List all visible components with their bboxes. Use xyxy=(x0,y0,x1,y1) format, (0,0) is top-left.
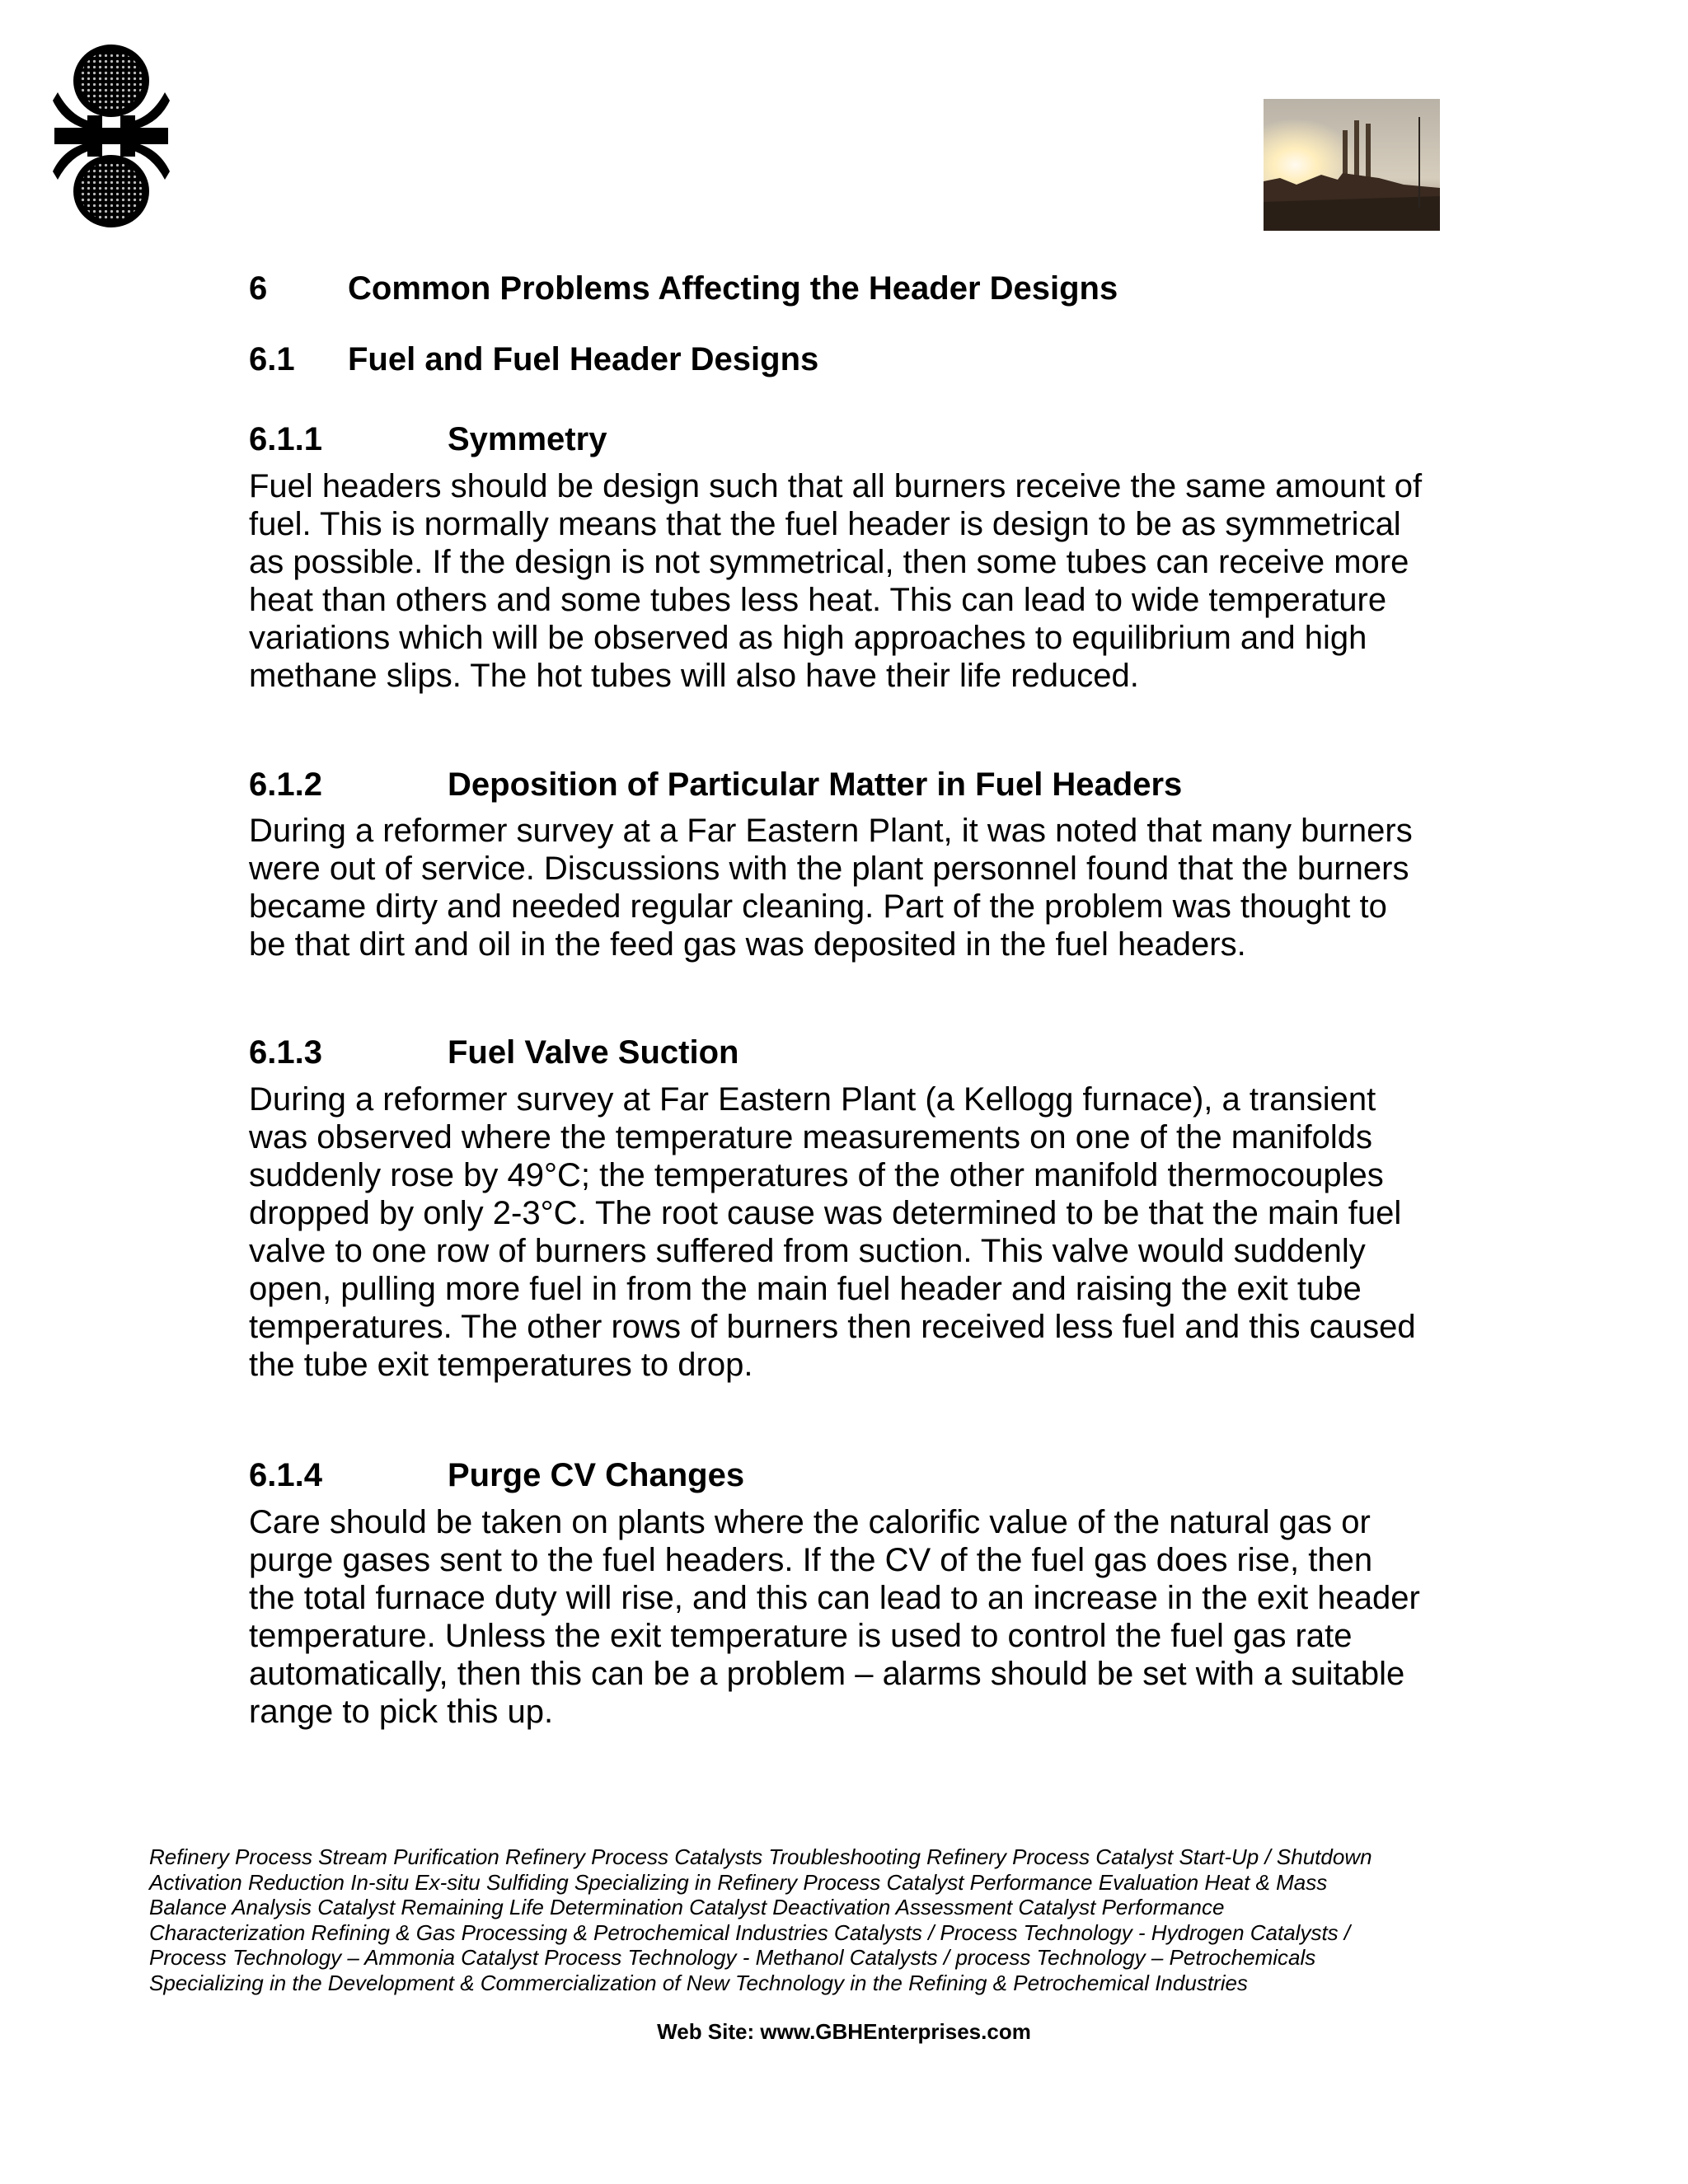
item-number: 6.1.3 xyxy=(249,1034,322,1071)
item-heading-deposition xyxy=(249,765,1182,804)
item-number: 6.1.4 xyxy=(249,1457,322,1493)
item-title: Purge CV Changes xyxy=(448,1457,745,1493)
item-body-fuel-valve-suction: During a reformer survey at Far Eastern Plant (a Kellogg furnace), a transient was observed where the temperature measurements on one of the manifolds suddenly rose by 49°C; the temperatures of the other manifold thermocouples dropped by only 2-3°C. The root cause was determined to be that the main fuel valve to one row of burners suffered from suction. This valve would suddenly open, pulling more fuel in from the main fuel header and raising the exit tube temperatures. The other rows of burners then received less fuel and this caused the tube exit temperatures to drop. xyxy=(249,1081,1416,1383)
item-body-symmetry: Fuel headers should be design such that all burners receive the same amount of fuel. This is normally means that the fuel header is design to be as symmetrical as possible. If the design is not symmetrical, then some tubes can receive more heat than others and some tubes less heat. This can lead to wide temperature variations which will be observed as high approaches to equilibrium and high methane slips. The hot tubes will also have their life reduced. xyxy=(249,468,1423,694)
item-body-deposition: During a reformer survey at a Far Eastern Plant, it was noted that many burners were out of service. Discussions with the plant personnel found that the burners became dirty and needed regular cleaning. Part of the problem was thought to be that dirt and oil in the feed gas was deposited in the fuel headers. xyxy=(249,813,1413,963)
subsection-number: 6.1 xyxy=(249,341,295,377)
gbh-logo-icon xyxy=(51,41,171,231)
item-heading-symmetry xyxy=(249,419,607,459)
industrial-plant-sunset-photo xyxy=(1264,99,1440,231)
item-number: 6.1.2 xyxy=(249,766,322,803)
item-title: Fuel Valve Suction xyxy=(448,1034,739,1071)
footer-website: Web Site: www.GBHEnterprises.com xyxy=(657,2019,1031,2044)
item-title: Deposition of Particular Matter in Fuel Headers xyxy=(448,766,1183,803)
item-title: Symmetry xyxy=(448,421,607,457)
footer-services-text: Refinery Process Stream Purification Refinery Process Catalysts Troubleshooting Refinery Process Catalyst Start-Up / Shutdown Activation Reduction In-situ Ex-situ Sulfiding Specializing in Refinery Process Catalyst Performance Evaluation Heat & Mass Balance Analysis Catalyst Remaining Life Determination Catalyst Deactivation Assessment Catalyst Performance Characterization Refining & Gas Processing & Petrochemical Industries Catalysts / Process Technology - Hydrogen Catalysts / Process Technology – Ammonia Catalyst Process Technology - Methanol Catalysts / process Technology – Petrochemicals Specializing in the Development & Commercialization of New Technology in the Refining & Petrochemical Industries xyxy=(149,1844,1372,1995)
section-number: 6 xyxy=(249,270,268,307)
item-body-purge-cv: Care should be taken on plants where the calorific value of the natural gas or purge gases sent to the fuel headers. If the CV of the fuel gas does rise, then the total furnace duty will rise, and this can lead to an increase in the exit header temperature. Unless the exit temperature is used to control the fuel gas rate automatically, then this can be a problem – alarms should be set with a suitable range to pick this up. xyxy=(249,1504,1420,1730)
item-number: 6.1.1 xyxy=(249,421,322,457)
item-heading-purge-cv xyxy=(249,1455,744,1495)
subsection-title: Fuel and Fuel Header Designs xyxy=(348,341,819,377)
section-title: Common Problems Affecting the Header Designs xyxy=(348,270,1118,307)
subsection-heading xyxy=(249,340,818,379)
item-heading-fuel-valve-suction xyxy=(249,1033,738,1072)
section-heading xyxy=(249,269,1118,308)
